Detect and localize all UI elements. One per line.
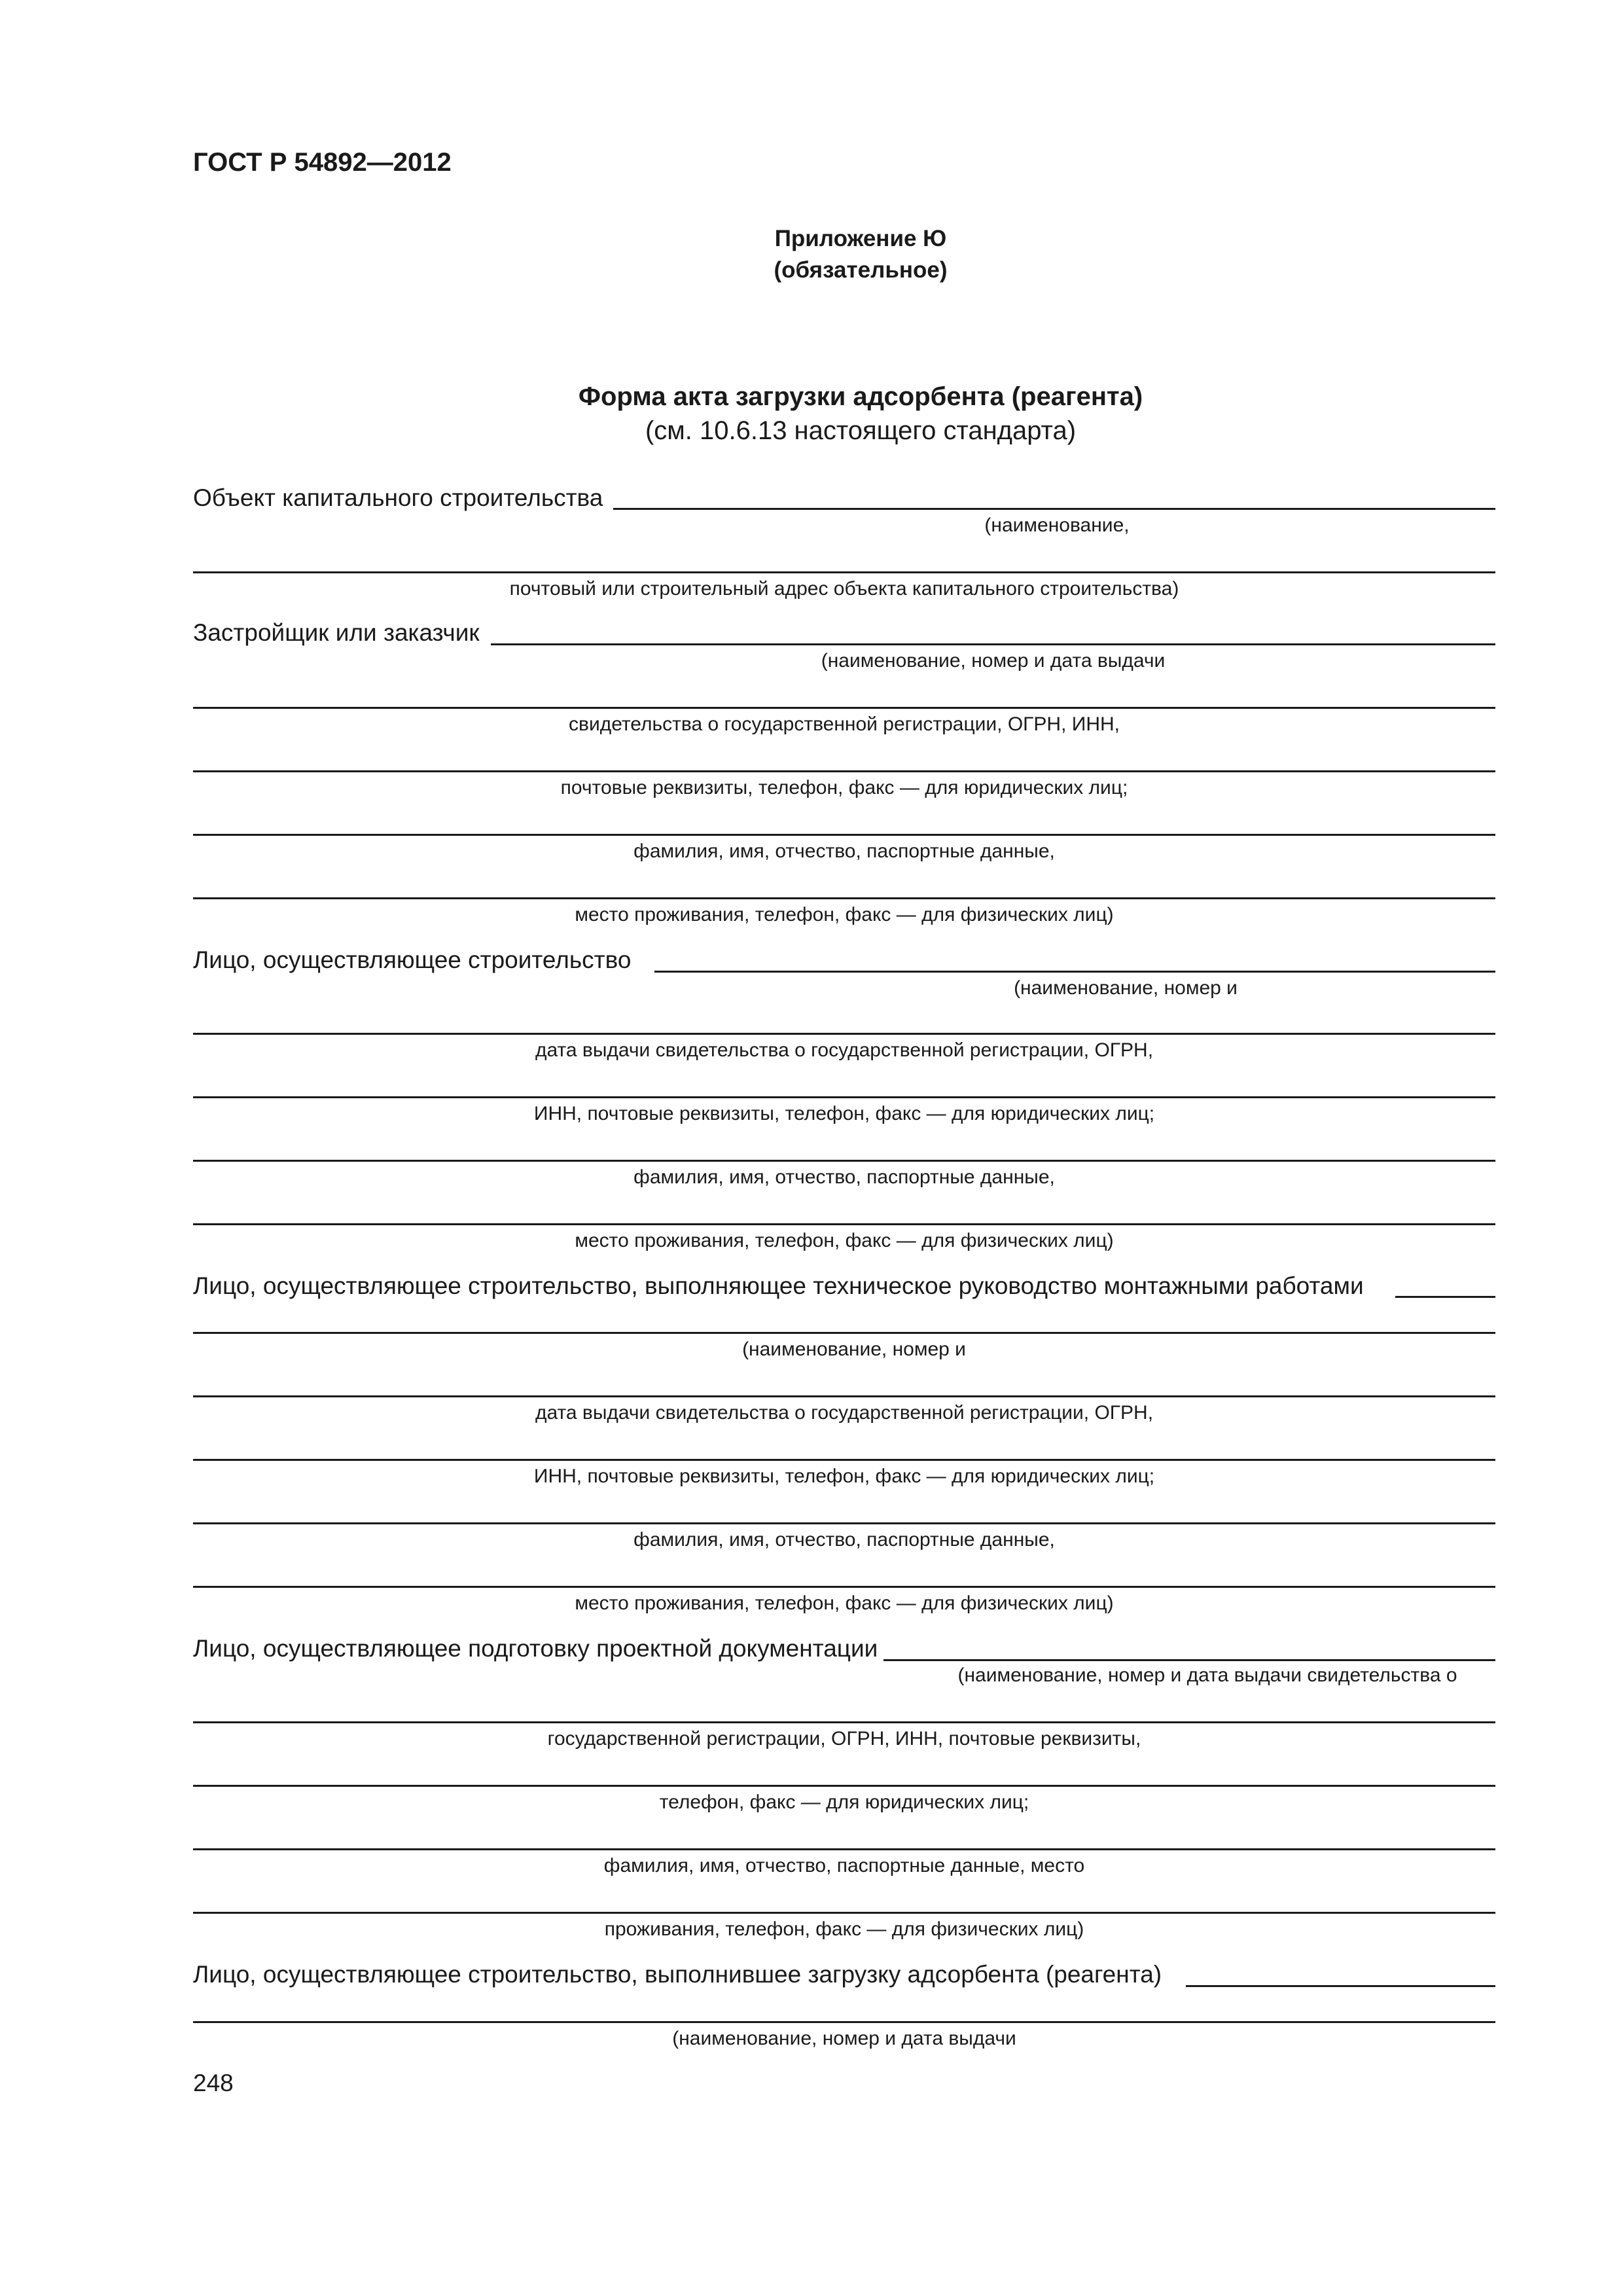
tech-supervisor-caption-2: дата выдачи свидетельства о государственной регистрации, ОГРН,	[535, 1402, 1154, 1424]
builder-label: Лицо, осуществляющее строительство	[193, 946, 632, 973]
tech-supervisor-caption-4: фамилия, имя, отчество, паспортные данные,	[633, 1529, 1055, 1551]
designer-label: Лицо, осуществляющее подготовку проектной документации	[193, 1635, 878, 1662]
object-name-line[interactable]	[613, 508, 1495, 510]
object-address-line[interactable]	[193, 571, 1495, 573]
tech-supervisor-line-2[interactable]	[193, 1332, 1495, 1334]
loader-line-2[interactable]	[193, 2021, 1495, 2023]
designer-caption-3: телефон, факс — для юридических лиц;	[659, 1791, 1029, 1813]
tech-supervisor-line-1[interactable]	[1395, 1296, 1495, 1298]
appendix-title: Приложение Ю	[774, 226, 947, 251]
developer-line-3[interactable]	[193, 770, 1495, 772]
page-number: 248	[193, 2070, 234, 2096]
object-label: Объект капитального строительства	[193, 484, 603, 511]
tech-supervisor-caption-3: ИНН, почтовые реквизиты, телефон, факс — для юридических лиц;	[533, 1465, 1155, 1487]
tech-supervisor-caption-5: место проживания, телефон, факс — для физических лиц)	[575, 1592, 1114, 1614]
developer-line-4[interactable]	[193, 834, 1495, 836]
designer-line-3[interactable]	[193, 1785, 1495, 1787]
tech-supervisor-caption-1: (наименование, номер и	[742, 1338, 966, 1360]
loader-line-1[interactable]	[1186, 1985, 1495, 1987]
designer-caption-4: фамилия, имя, отчество, паспортные данные, место	[603, 1855, 1085, 1876]
developer-caption-2: свидетельства о государственной регистрации, ОГРН, ИНН,	[569, 713, 1120, 735]
builder-line-4[interactable]	[193, 1160, 1495, 1162]
designer-caption-1: (наименование, номер и дата выдачи свидетельства о	[957, 1664, 1457, 1686]
document-id: ГОСТ Р 54892—2012	[193, 148, 452, 177]
tech-supervisor-line-5[interactable]	[193, 1522, 1495, 1524]
developer-label: Застройщик или заказчик	[193, 619, 480, 646]
designer-line-2[interactable]	[193, 1721, 1495, 1723]
developer-caption-4: фамилия, имя, отчество, паспортные данные,	[633, 840, 1055, 862]
builder-line-2[interactable]	[193, 1033, 1495, 1035]
builder-line-3[interactable]	[193, 1096, 1495, 1098]
builder-caption-4: фамилия, имя, отчество, паспортные данные,	[633, 1166, 1055, 1188]
developer-line-2[interactable]	[193, 707, 1495, 709]
designer-caption-5: проживания, телефон, факс — для физических лиц)	[604, 1918, 1084, 1940]
builder-caption-5: место проживания, телефон, факс — для физических лиц)	[575, 1230, 1114, 1251]
developer-line-5[interactable]	[193, 897, 1495, 899]
object-caption-1: (наименование,	[984, 514, 1130, 536]
builder-caption-3: ИНН, почтовые реквизиты, телефон, факс — для юридических лиц;	[533, 1103, 1155, 1124]
loader-caption-1: (наименование, номер и дата выдачи	[672, 2028, 1016, 2049]
builder-line-1[interactable]	[654, 971, 1495, 973]
form-subtitle: (см. 10.6.13 настоящего стандарта)	[645, 416, 1077, 445]
tech-supervisor-line-6[interactable]	[193, 1586, 1495, 1588]
designer-line-4[interactable]	[193, 1848, 1495, 1850]
designer-line-5[interactable]	[193, 1912, 1495, 1914]
loader-label: Лицо, осуществляющее строительство, выполнившее загрузку адсорбента (реагента)	[193, 1961, 1162, 1988]
developer-caption-1: (наименование, номер и дата выдачи	[821, 650, 1166, 672]
developer-line-1[interactable]	[491, 643, 1495, 645]
builder-caption-2: дата выдачи свидетельства о государственной регистрации, ОГРН,	[535, 1039, 1154, 1061]
builder-line-5[interactable]	[193, 1223, 1495, 1225]
object-caption-2: почтовый или строительный адрес объекта капитального строительства)	[509, 578, 1179, 600]
form-title: Форма акта загрузки адсорбента (реагента)	[578, 382, 1143, 411]
appendix-status: (обязательное)	[774, 257, 948, 283]
builder-caption-1: (наименование, номер и	[1014, 977, 1238, 999]
tech-supervisor-line-4[interactable]	[193, 1459, 1495, 1461]
developer-caption-3: почтовые реквизиты, телефон, факс — для юридических лиц;	[560, 777, 1128, 798]
developer-caption-5: место проживания, телефон, факс — для физических лиц)	[575, 904, 1114, 925]
designer-caption-2: государственной регистрации, ОГРН, ИНН, почтовые реквизиты,	[547, 1728, 1141, 1749]
designer-line-1[interactable]	[883, 1659, 1495, 1661]
tech-supervisor-line-3[interactable]	[193, 1395, 1495, 1397]
tech-supervisor-label: Лицо, осуществляющее строительство, выполняющее техническое руководство монтажными работами	[193, 1272, 1364, 1299]
